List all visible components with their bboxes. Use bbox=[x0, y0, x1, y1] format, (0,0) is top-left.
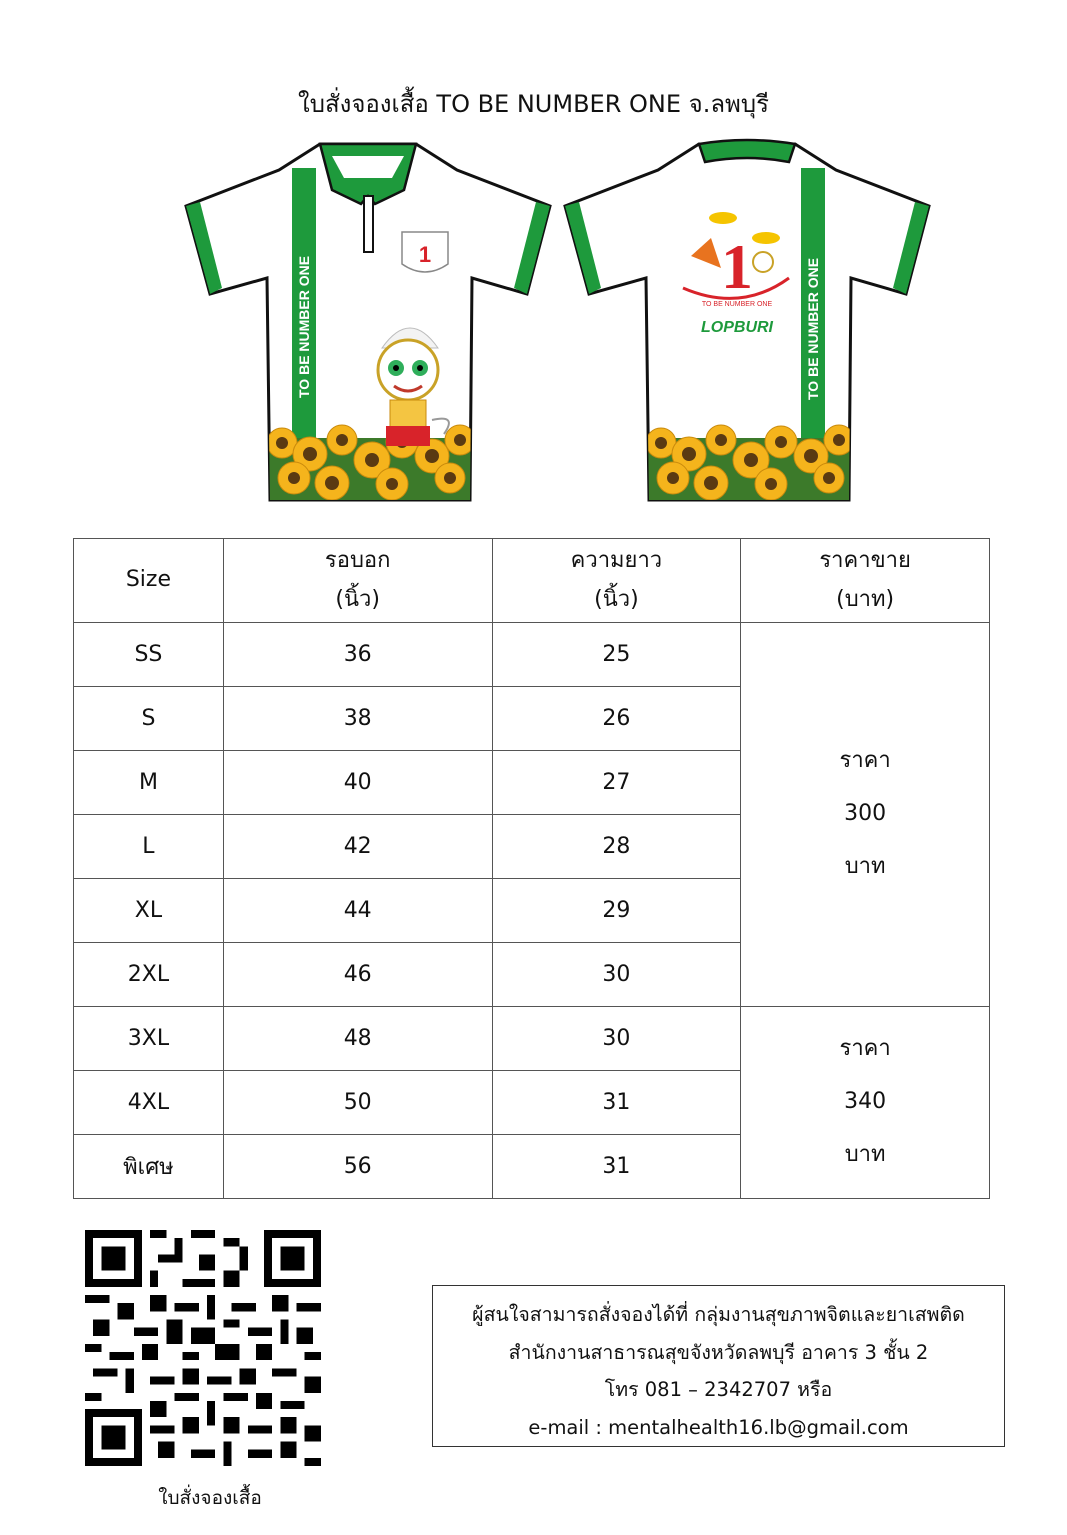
chest-cell: 36 bbox=[223, 623, 492, 687]
size-price-table bbox=[73, 538, 990, 1199]
chest-cell: 40 bbox=[223, 751, 492, 815]
length-cell: 31 bbox=[492, 1071, 741, 1135]
length-cell: 27 bbox=[492, 751, 741, 815]
chest-cell: 38 bbox=[223, 687, 492, 751]
chest-cell: 46 bbox=[223, 943, 492, 1007]
shirt-front-image bbox=[182, 138, 554, 510]
length-cell: 30 bbox=[492, 1007, 741, 1071]
size-cell: M bbox=[74, 751, 224, 815]
length-cell: 29 bbox=[492, 879, 741, 943]
qr-code-icon[interactable] bbox=[85, 1230, 321, 1466]
length-cell: 26 bbox=[492, 687, 741, 751]
header-length: ความยาว (นิ้ว) bbox=[492, 539, 741, 623]
badge-number: 1 bbox=[418, 242, 432, 267]
size-cell: L bbox=[74, 815, 224, 879]
size-cell: 3XL bbox=[74, 1007, 224, 1071]
chest-cell: 48 bbox=[223, 1007, 492, 1071]
price-group-cell: ราคา 300 บาท bbox=[741, 623, 990, 1007]
chest-cell: 56 bbox=[223, 1135, 492, 1199]
size-cell: SS bbox=[74, 623, 224, 687]
size-cell: XL bbox=[74, 879, 224, 943]
size-cell: 2XL bbox=[74, 943, 224, 1007]
front-stripe-text: TO BE NUMBER ONE bbox=[296, 255, 312, 398]
table-header-row bbox=[74, 539, 990, 623]
chest-cell: 50 bbox=[223, 1071, 492, 1135]
length-cell: 28 bbox=[492, 815, 741, 879]
contact-phone: โทร 081 – 2342707 หรือ bbox=[604, 1378, 833, 1401]
length-cell: 30 bbox=[492, 943, 741, 1007]
page-title: ใบสั่งจองเสื้อ TO BE NUMBER ONE จ.ลพบุรี bbox=[298, 90, 769, 118]
chest-badge-icon bbox=[402, 232, 448, 272]
contact-line: สำนักงานสาธารณสุขจังหวัดลพบุรี อาคาร 3 ชั้น 2 bbox=[508, 1340, 929, 1364]
chest-cell: 42 bbox=[223, 815, 492, 879]
header-size: Size bbox=[74, 539, 224, 623]
logo-number: 1 bbox=[721, 231, 753, 302]
size-cell: 4XL bbox=[74, 1071, 224, 1135]
header-price: ราคาขาย (บาท) bbox=[741, 539, 990, 623]
table-row bbox=[74, 1007, 990, 1071]
contact-email[interactable]: e-mail : mentalhealth16.lb@gmail.com bbox=[528, 1415, 909, 1439]
contact-line: ผู้สนใจสามารถสั่งจองได้ที่ กลุ่มงานสุขภาพจิตและยาเสพติด bbox=[472, 1303, 965, 1326]
logo-arc-text: TO BE NUMBER ONE bbox=[701, 301, 773, 308]
back-stripe-text: TO BE NUMBER ONE bbox=[805, 257, 821, 400]
price-group-cell: ราคา 340 บาท bbox=[741, 1007, 990, 1199]
length-cell: 31 bbox=[492, 1135, 741, 1199]
table-row bbox=[74, 623, 990, 687]
size-cell: พิเศษ bbox=[74, 1135, 224, 1199]
shirt-back-image bbox=[561, 138, 933, 510]
chest-cell: 44 bbox=[223, 879, 492, 943]
logo-word: LOPBURI bbox=[701, 319, 773, 336]
contact-box bbox=[432, 1285, 1005, 1447]
header-chest: รอบอก (นิ้ว) bbox=[223, 539, 492, 623]
length-cell: 25 bbox=[492, 623, 741, 687]
size-cell: S bbox=[74, 687, 224, 751]
qr-caption: ใบสั่งจองเสื้อ bbox=[158, 1487, 262, 1509]
